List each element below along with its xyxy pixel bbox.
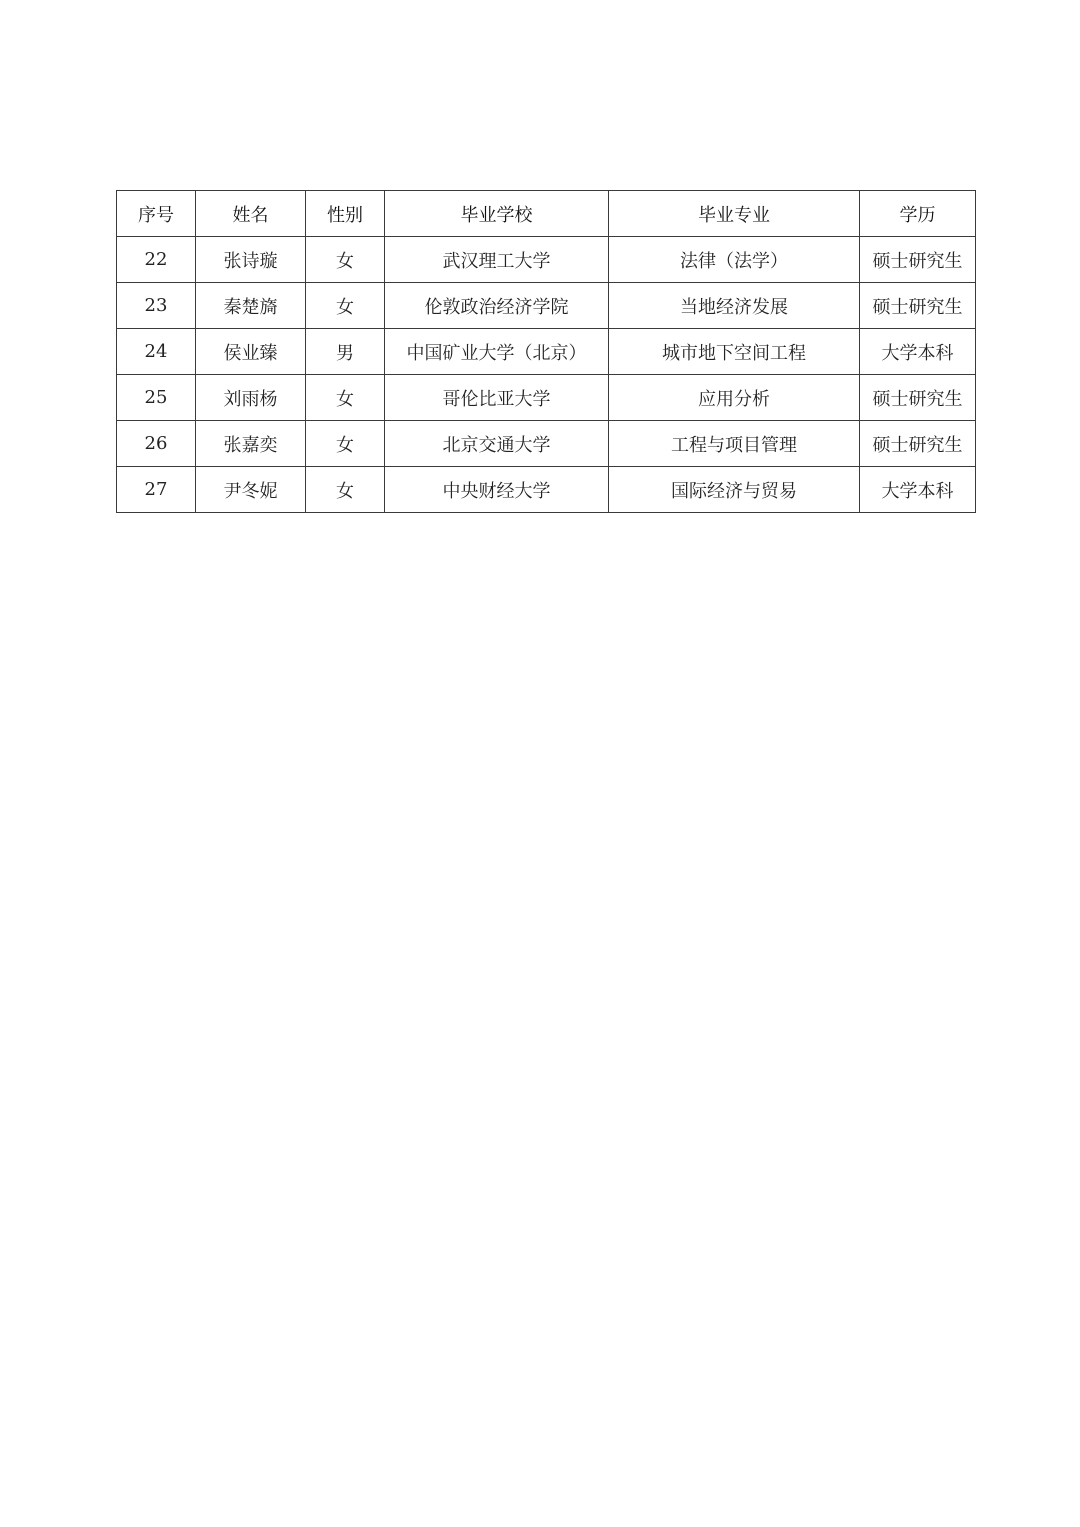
cell-name: 尹冬妮 bbox=[196, 467, 306, 513]
cell-serial-number: 23 bbox=[117, 283, 196, 329]
header-serial-number: 序号 bbox=[117, 191, 196, 237]
header-name: 姓名 bbox=[196, 191, 306, 237]
cell-degree: 硕士研究生 bbox=[860, 283, 976, 329]
cell-major: 当地经济发展 bbox=[609, 283, 860, 329]
table-row bbox=[117, 329, 976, 375]
personnel-table bbox=[116, 190, 976, 513]
cell-name: 侯业臻 bbox=[196, 329, 306, 375]
cell-major: 工程与项目管理 bbox=[609, 421, 860, 467]
table-row bbox=[117, 467, 976, 513]
cell-school: 中央财经大学 bbox=[385, 467, 609, 513]
cell-major: 城市地下空间工程 bbox=[609, 329, 860, 375]
cell-name: 张诗璇 bbox=[196, 237, 306, 283]
cell-serial-number: 25 bbox=[117, 375, 196, 421]
cell-degree: 硕士研究生 bbox=[860, 421, 976, 467]
cell-gender: 女 bbox=[306, 375, 385, 421]
cell-school: 北京交通大学 bbox=[385, 421, 609, 467]
cell-serial-number: 24 bbox=[117, 329, 196, 375]
cell-degree: 硕士研究生 bbox=[860, 375, 976, 421]
cell-school: 伦敦政治经济学院 bbox=[385, 283, 609, 329]
cell-degree: 大学本科 bbox=[860, 329, 976, 375]
table-row bbox=[117, 421, 976, 467]
cell-major: 法律（法学） bbox=[609, 237, 860, 283]
table-row bbox=[117, 283, 976, 329]
header-gender: 性别 bbox=[306, 191, 385, 237]
cell-gender: 女 bbox=[306, 421, 385, 467]
cell-major: 应用分析 bbox=[609, 375, 860, 421]
cell-gender: 女 bbox=[306, 237, 385, 283]
table-row bbox=[117, 375, 976, 421]
cell-school: 中国矿业大学（北京） bbox=[385, 329, 609, 375]
header-major: 毕业专业 bbox=[609, 191, 860, 237]
cell-serial-number: 22 bbox=[117, 237, 196, 283]
cell-gender: 女 bbox=[306, 467, 385, 513]
header-school: 毕业学校 bbox=[385, 191, 609, 237]
cell-major: 国际经济与贸易 bbox=[609, 467, 860, 513]
header-degree: 学历 bbox=[860, 191, 976, 237]
cell-school: 武汉理工大学 bbox=[385, 237, 609, 283]
cell-serial-number: 26 bbox=[117, 421, 196, 467]
cell-degree: 硕士研究生 bbox=[860, 237, 976, 283]
cell-name: 秦楚旖 bbox=[196, 283, 306, 329]
cell-serial-number: 27 bbox=[117, 467, 196, 513]
cell-name: 刘雨杨 bbox=[196, 375, 306, 421]
cell-degree: 大学本科 bbox=[860, 467, 976, 513]
table-row bbox=[117, 237, 976, 283]
table-header-row bbox=[117, 191, 976, 237]
cell-school: 哥伦比亚大学 bbox=[385, 375, 609, 421]
cell-gender: 女 bbox=[306, 283, 385, 329]
cell-gender: 男 bbox=[306, 329, 385, 375]
cell-name: 张嘉奕 bbox=[196, 421, 306, 467]
